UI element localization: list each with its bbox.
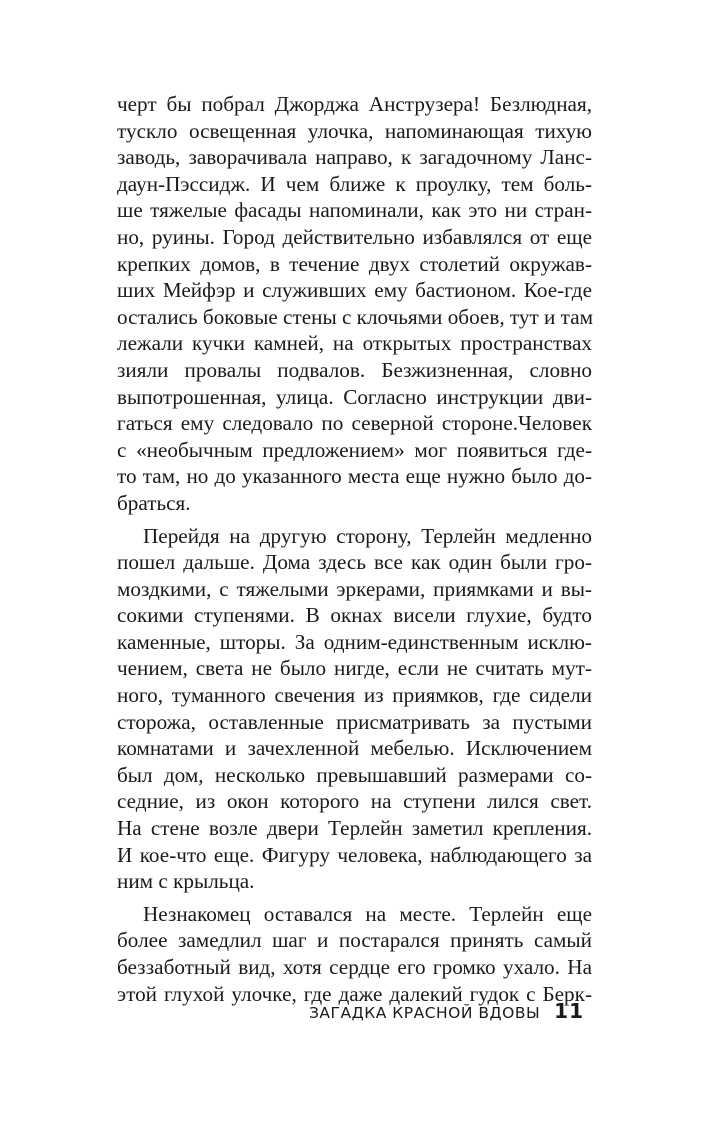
text-line: пошел дальше. Дома здесь все как один были гро- (117, 550, 592, 575)
text-line: ного, туманного свечения из приямков, где сидели (117, 683, 592, 708)
text-line: моздкими, с тяжелыми эркерами, приямками и вы- (117, 576, 592, 601)
page-number: 11 (554, 999, 584, 1023)
text-line: сокими ступенями. В окнах висели глухие, будто (117, 603, 592, 628)
text-line: комнатами и зачехленной мебелью. Исключением (117, 736, 592, 761)
text-line: более замедлил шаг и постарался принять самый (117, 928, 592, 953)
text-line: беззаботный вид, хотя сердце его громко ухало. На (117, 955, 592, 979)
text-line: даун-Пэссидж. И чем ближе к проулку, тем боль- (117, 171, 592, 196)
text-line: но, руины. Город действительно избавлялся от еще (117, 224, 592, 249)
text-line: гаться ему следовало по северной стороне.Человек (117, 411, 592, 436)
text-line: выпотрошенная, улица. Согласно инструкции дви- (117, 384, 592, 409)
text-line: На стене возле двери Терлейн заметил крепления. (117, 816, 592, 841)
text-line: тускло освещенная улочка, напоминающая тихую (117, 118, 592, 143)
text-line: чением, света не было нигде, если не считать мут- (117, 656, 592, 681)
text-line: браться. (117, 490, 191, 515)
text-line: с «необычным предложением» мог появиться где- (117, 437, 592, 462)
text-line: лежали кучки камней, на открытых пространствах (117, 331, 592, 356)
text-line: ним с крыльца. (117, 869, 255, 894)
running-footer (308, 999, 584, 1029)
text-line: зияли провалы подвалов. Безжизненная, словно (117, 357, 592, 382)
text-line: Незнакомец оставался на месте. Терлейн еще (143, 901, 592, 926)
text-line: Перейдя на другую сторону, Терлейн медленно (143, 523, 592, 548)
text-line: И кое-что еще. Фигуру человека, наблюдающего за (117, 842, 592, 867)
text-line: этой глухой улочке, где даже далекий гудок с Берк- (117, 981, 592, 1006)
text-line: каменные, шторы. За одним-единственным исклю- (117, 629, 592, 654)
text-line: был дом, несколько превышавший размерами со- (117, 762, 592, 787)
text-line: то там, но до указанного места еще нужно было до- (117, 464, 592, 489)
text-line: остались боковые стены с клочьями обоев, тут и там (117, 304, 594, 329)
text-line: сторожа, оставленные присматривать за пустыми (117, 709, 592, 734)
body-text (117, 91, 592, 1007)
text-line: седние, из окон которого на ступени лился свет. (117, 789, 592, 814)
running-title: ЗАГАДКА КРАСНОЙ ВДОВЫ (309, 1004, 541, 1022)
text-line: крепких домов, в течение двух столетий окружав- (117, 251, 592, 276)
text-line: ше тяжелые фасады напоминали, как это ни стран- (117, 198, 592, 223)
text-line: заводь, заворачивала направо, к загадочному Ланс- (117, 145, 592, 170)
text-line: черт бы побрал Джорджа Анструзера! Безлюдная, (117, 92, 592, 116)
text-line: ших Мейфэр и служивших ему бастионом. Кое-где (117, 278, 592, 303)
